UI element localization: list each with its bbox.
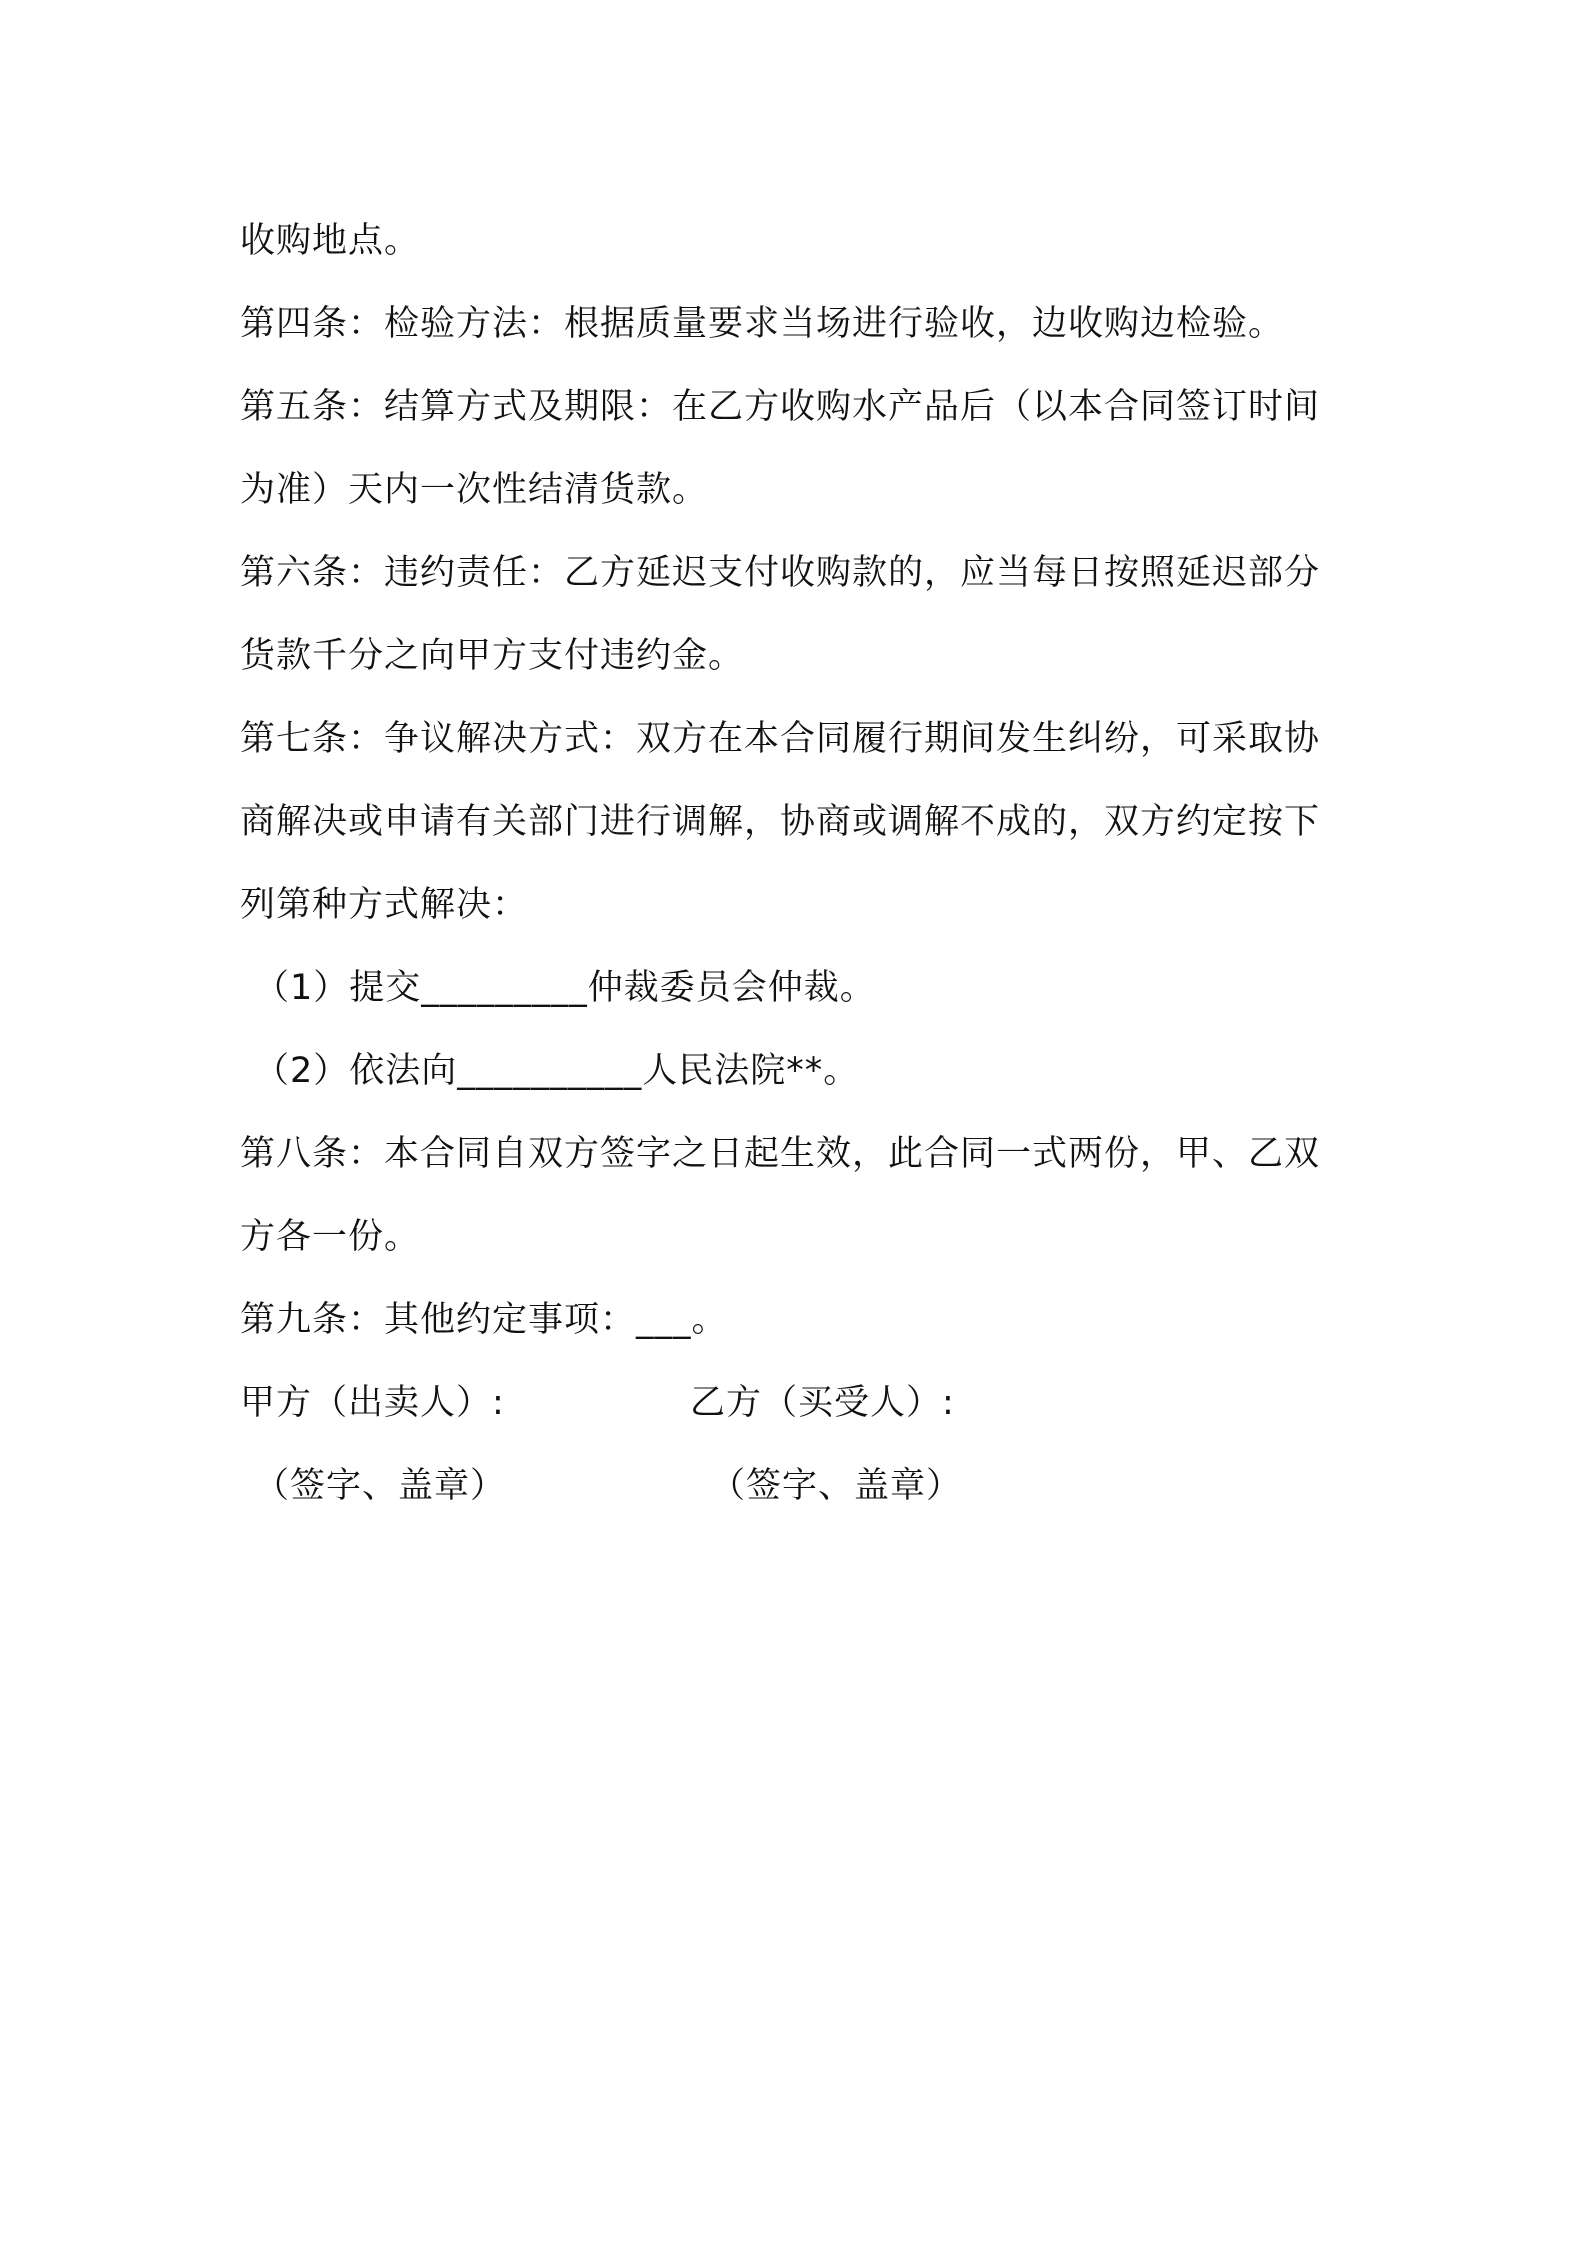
article-4-line: 第四条：检验方法：根据质量要求当场进行验收，边收购边检验。 bbox=[240, 304, 1285, 344]
article-5-line-continued: 为准）天内一次性结清货款。 bbox=[240, 470, 709, 510]
paragraph-line: 收购地点。 bbox=[240, 221, 421, 261]
article-7-line: 第七条：争议解决方式：双方在本合同履行期间发生纠纷，可采取协 bbox=[240, 719, 1321, 759]
signature-stamp-row bbox=[240, 1445, 1360, 1528]
document-page bbox=[240, 200, 1360, 1528]
article-6-line-continued: 货款千分之向甲方支付违约金。 bbox=[240, 636, 745, 676]
party-b-sign-label: （签字、盖章） bbox=[710, 1466, 963, 1506]
option-1-arbitration: （1）提交_________仲裁委员会仲裁。 bbox=[254, 968, 876, 1008]
signature-parties-row bbox=[240, 1362, 1360, 1445]
article-8-line: 第八条：本合同自双方签字之日起生效，此合同一式两份，甲、乙双 bbox=[240, 1134, 1321, 1174]
party-a-sign-label: （签字、盖章） bbox=[254, 1466, 507, 1506]
article-7-line-continued: 商解决或申请有关部门进行调解，协商或调解不成的，双方约定按下 bbox=[240, 802, 1321, 842]
article-5-line: 第五条：结算方式及期限：在乙方收购水产品后（以本合同签订时间 bbox=[240, 387, 1321, 427]
article-7-line-continued-2: 列第种方式解决： bbox=[240, 885, 529, 925]
party-b-label: 乙方（买受人）: bbox=[690, 1383, 955, 1423]
party-a-label: 甲方（出卖人）: bbox=[240, 1383, 505, 1423]
option-2-court: （2）依法向__________人民法院**。 bbox=[254, 1051, 860, 1091]
article-6-line: 第六条：违约责任：乙方延迟支付收购款的，应当每日按照延迟部分 bbox=[240, 553, 1321, 593]
article-9-line: 第九条：其他约定事项：___。 bbox=[240, 1300, 728, 1340]
article-8-line-continued: 方各一份。 bbox=[240, 1217, 421, 1257]
